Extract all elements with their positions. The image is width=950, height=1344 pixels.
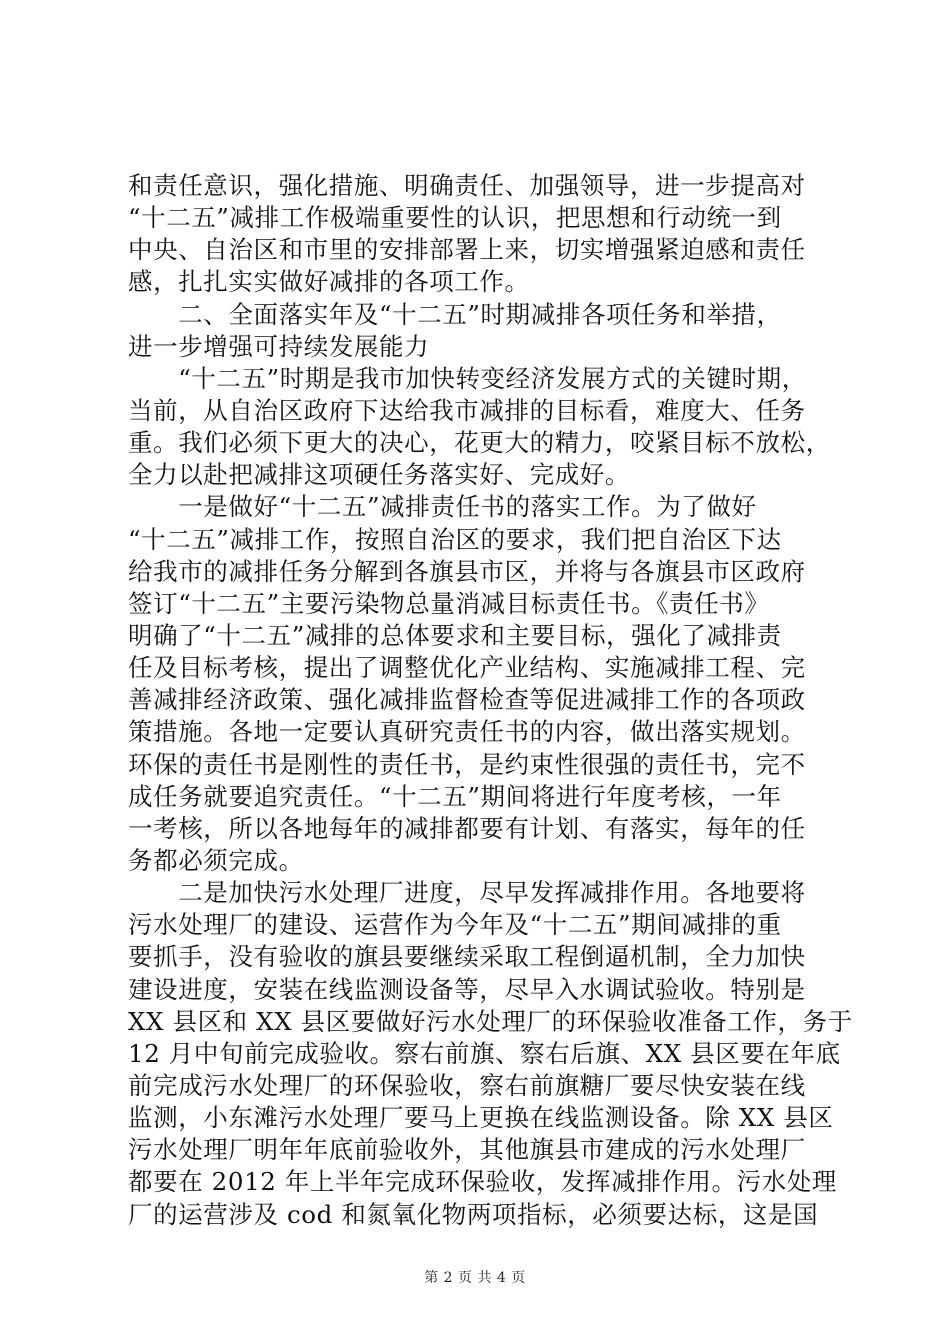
text-line: 二是加快污水处理厂进度，尽早发挥减排作用。各地要将: [128, 878, 806, 908]
body-text: [128, 170, 853, 1231]
text-line: “十二五”减排工作极端重要性的认识，把思想和行动统一到: [128, 203, 782, 233]
text-line: 都要在 2012 年上半年完成环保验收，发挥减排作用。污水处理: [128, 1167, 838, 1197]
text-line: 污水处理厂的建设、运营作为今年及“十二五”期间减排的重: [128, 910, 782, 940]
text-line: 重。我们必须下更大的决心，花更大的精力，咬紧目标不放松，: [128, 428, 831, 458]
page-number-footer: 第 2 页 共 4 页: [424, 1270, 526, 1286]
text-line: 策措施。各地一定要认真研究责任书的内容，做出落实规划。: [128, 717, 806, 747]
text-line: 任及目标考核，提出了调整优化产业结构、实施减排工程、完: [128, 653, 806, 683]
text-line: 环保的责任书是刚性的责任书，是约束性很强的责任书，完不: [128, 749, 806, 779]
text-line: 和责任意识，强化措施、明确责任、加强领导，进一步提高对: [128, 171, 806, 200]
text-line: 明确了“十二五”减排的总体要求和主要目标，强化了减排责: [128, 620, 782, 650]
text-line: 一考核，所以各地每年的减排都要有计划、有落实，每年的任: [128, 813, 806, 843]
text-line: 善减排经济政策、强化减排监督检查等促进减排工作的各项政: [128, 685, 806, 715]
text-line: 污水处理厂明年年底前验收外，其他旗县市建成的污水处理厂: [128, 1135, 806, 1165]
text-line: 一是做好“十二五”减排责任书的落实工作。为了做好: [128, 492, 757, 522]
section-heading: 二、全面落实年及“十二五”时期减排各项任务和举措，: [128, 299, 782, 329]
text-line: “十二五”时期是我市加快转变经济发展方式的关键时期，: [128, 363, 807, 393]
text-line: 12 月中旬前完成验收。察右前旗、察右后旗、XX 县区要在年底: [128, 1038, 841, 1068]
text-line: XX 县区和 XX 县区要做好污水处理厂的环保验收准备工作，务于: [128, 1006, 853, 1036]
text-line: 全力以赴把减排这项硬任务落实好、完成好。: [128, 460, 630, 490]
text-line: “十二五”减排工作，按照自治区的要求，我们把自治区下达: [128, 524, 782, 554]
text-line: 成任务就要追究责任。“十二五”期间将进行年度考核，一年: [128, 781, 782, 811]
text-line: 前完成污水处理厂的环保验收，察右前旗糖厂要尽快安装在线: [128, 1070, 806, 1100]
text-line: 签订“十二五”主要污染物总量消减目标责任书。《责任书》: [128, 588, 770, 618]
section-heading: 进一步增强可持续发展能力: [128, 331, 430, 361]
text-line: 感，扎扎实实做好减排的各项工作。: [128, 267, 530, 297]
text-line: 厂的运营涉及 cod 和氮氧化物两项指标，必须要达标，这是国: [128, 1199, 819, 1229]
text-line: 要抓手，没有验收的旗县要继续采取工程倒逼机制，全力加快: [128, 942, 806, 972]
text-line: 当前，从自治区政府下达给我市减排的目标看，难度大、任务: [128, 395, 806, 425]
text-line: 给我市的减排任务分解到各旗县市区，并将与各旗县市区政府: [128, 556, 806, 586]
text-line: 中央、自治区和市里的安排部署上来，切实增强紧迫感和责任: [128, 235, 806, 265]
text-line: 务都必须完成。: [128, 845, 304, 875]
text-line: 建设进度，安装在线监测设备等，尽早入水调试验收。特别是: [128, 974, 806, 1004]
text-line: 监测，小东滩污水处理厂要马上更换在线监测设备。除 XX 县区: [128, 1103, 834, 1133]
